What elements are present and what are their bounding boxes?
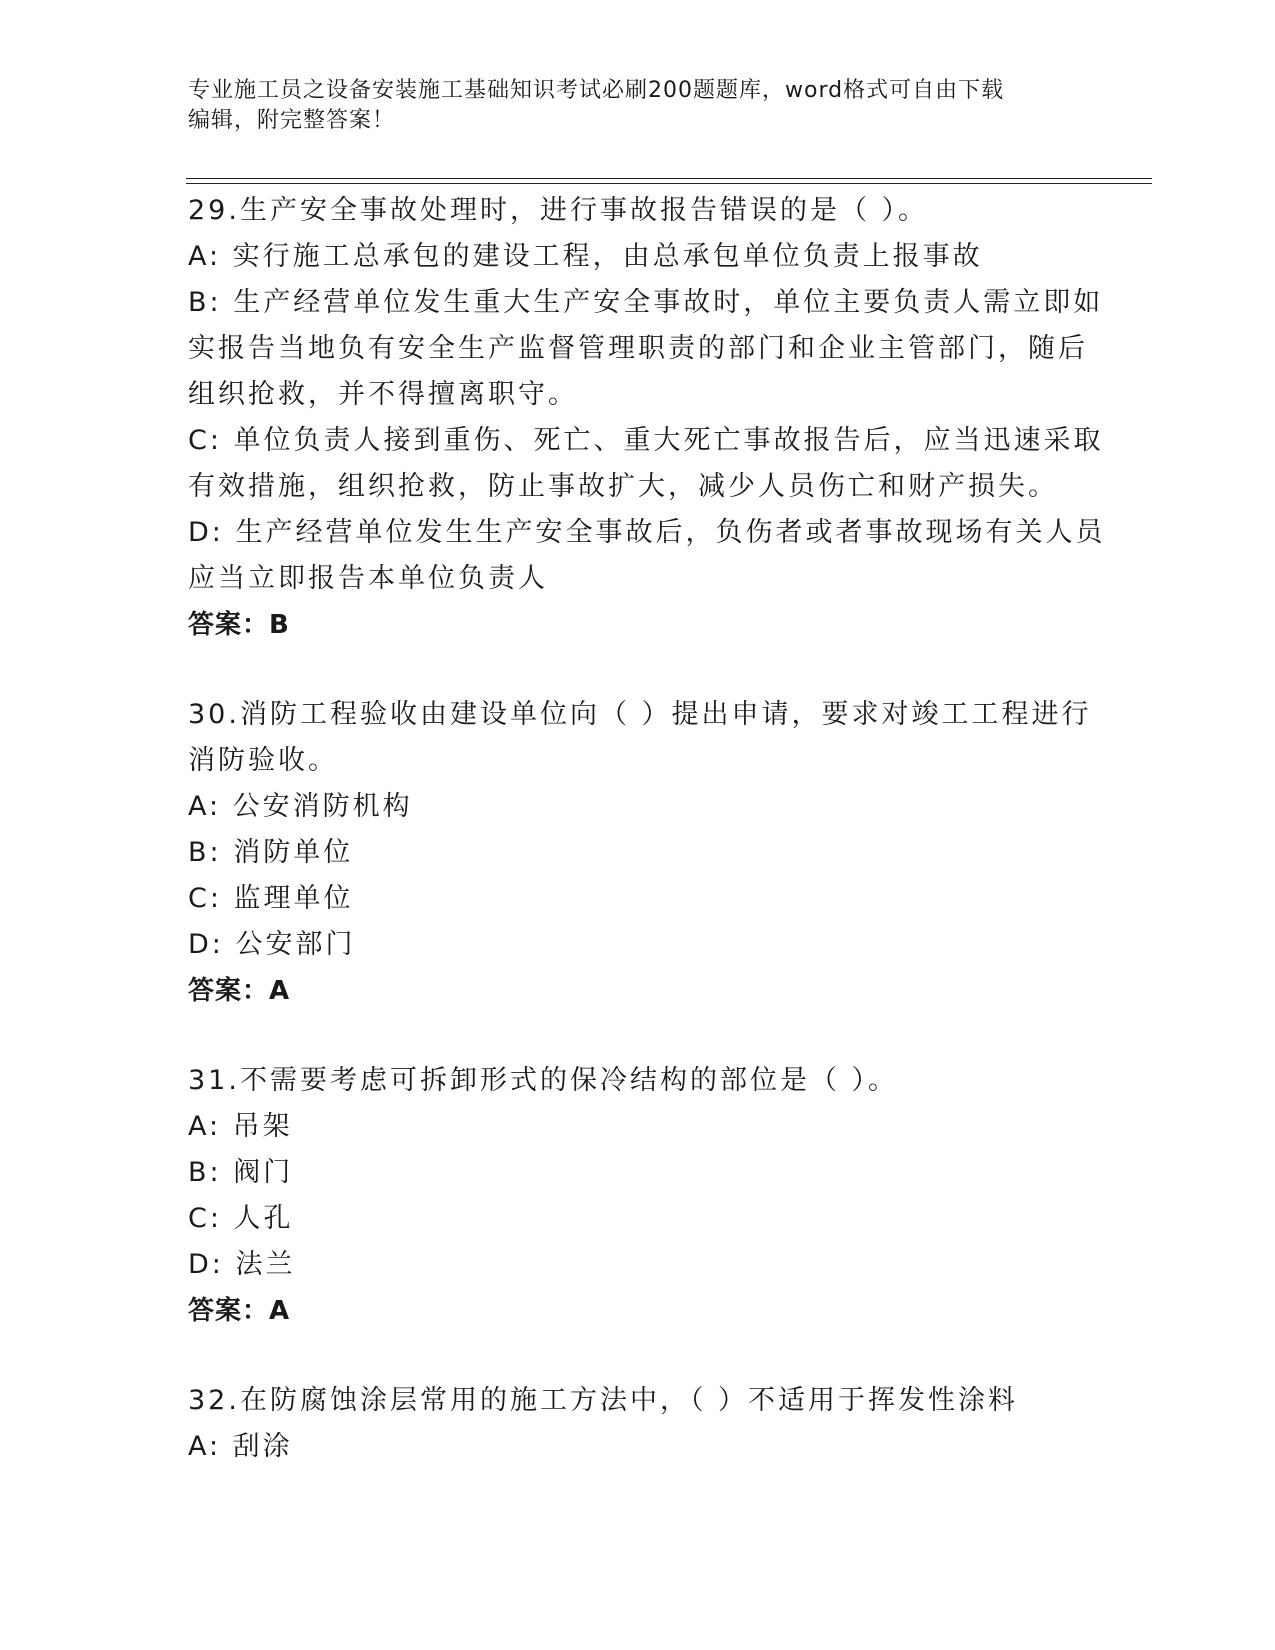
option-d-continued: 应当立即报告本单位负责人 — [188, 563, 548, 594]
header-line-1: 专业施工员之设备安装施工基础知识考试必刷200题题库，word格式可自由下载 — [188, 78, 1005, 103]
option-d: D: 法兰 — [188, 1249, 296, 1280]
question-spacer — [188, 1334, 1088, 1378]
option-c: C: 监理单位 — [188, 883, 354, 914]
question-list — [188, 188, 1106, 1470]
answer-label: 答案：B — [188, 610, 290, 640]
header-divider-bottom — [186, 183, 1152, 184]
option-b: B: 阀门 — [188, 1157, 294, 1188]
option-a: A: 实行施工总承包的建设工程，由总承包单位负责上报事故 — [188, 241, 983, 272]
header-divider-top — [186, 178, 1152, 179]
option-d: D: 公安部门 — [188, 929, 356, 960]
option-a: A: 公安消防机构 — [188, 791, 413, 822]
answer-label: 答案：A — [188, 976, 291, 1006]
option-b-continued: 实报告当地负有安全生产监督管理职责的部门和企业主管部门，随后 — [188, 333, 1088, 364]
option-b: B: 消防单位 — [188, 837, 354, 868]
question-stem: 30.消防工程验收由建设单位向（ ）提出申请，要求对竣工工程进行 — [188, 699, 1092, 730]
question-30 — [188, 692, 1092, 1014]
header-line-2: 编辑，附完整答案！ — [188, 108, 396, 133]
question-stem: 32.在防腐蚀涂层常用的施工方法中，（ ）不适用于挥发性涂料 — [188, 1385, 1019, 1416]
answer-label: 答案：A — [188, 1296, 291, 1326]
option-d: D: 生产经营单位发生生产安全事故后，负伤者或者事故现场有关人员 — [188, 517, 1106, 548]
option-c-continued: 有效措施，组织抢救，防止事故扩大，减少人员伤亡和财产损失。 — [188, 471, 1058, 502]
question-stem-continued: 消防验收。 — [188, 745, 338, 776]
option-c: C: 单位负责人接到重伤、死亡、重大死亡事故报告后，应当迅速采取 — [188, 425, 1104, 456]
option-b-continued: 组织抢救，并不得擅离职守。 — [188, 379, 578, 410]
question-spacer — [188, 648, 1088, 692]
question-stem: 29.生产安全事故处理时，进行事故报告错误的是（ ）。 — [188, 195, 929, 226]
question-29 — [188, 188, 1106, 648]
option-b: B: 生产经营单位发生重大生产安全事故时，单位主要负责人需立即如 — [188, 287, 1104, 318]
question-31 — [188, 1058, 1088, 1334]
option-c: C: 人孔 — [188, 1203, 294, 1234]
option-a: A: 吊架 — [188, 1111, 293, 1142]
question-stem: 31.不需要考虑可拆卸形式的保冷结构的部位是（ ）。 — [188, 1065, 899, 1096]
document-header — [188, 76, 1068, 136]
option-a: A: 刮涂 — [188, 1431, 293, 1462]
question-spacer — [188, 1014, 1088, 1058]
question-32 — [188, 1378, 1088, 1470]
